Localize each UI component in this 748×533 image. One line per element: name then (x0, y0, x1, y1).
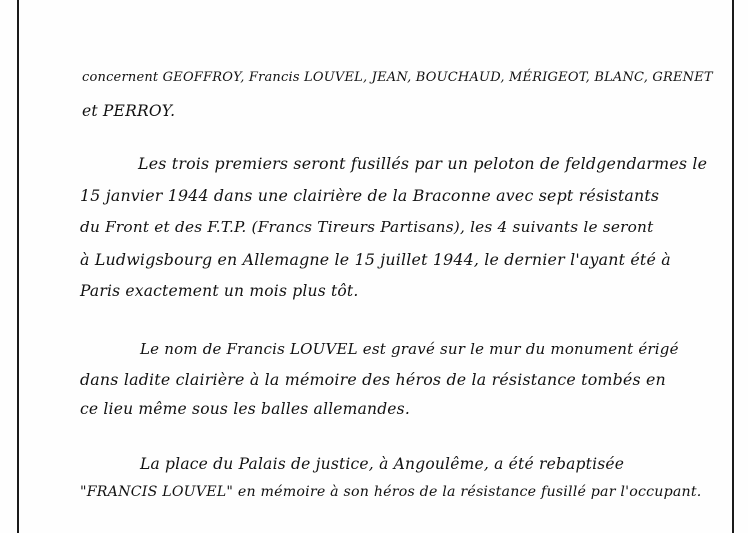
paragraph-executions-line-4: à Ludwigsbourg en Allemagne le 15 juillet 1944, le dernier l'ayant été à (80, 250, 671, 269)
paragraph-executions-line-1: Les trois premiers seront fusillés par un peloton de feldgendarmes le (138, 154, 708, 173)
page-border-right (732, 0, 734, 533)
paragraph-executions-line-2: 15 janvier 1944 dans une clairière de la Braconne avec sept résistants (80, 186, 660, 205)
paragraph-executions-line-5: Paris exactement un mois plus tôt. (80, 282, 359, 300)
paragraph-place-line-2: "FRANCIS LOUVEL" en mémoire à son héros de la résistance fusillé par l'occupant. (80, 484, 702, 500)
paragraph-monument-line-2: dans ladite clairière à la mémoire des héros de la résistance tombés en (80, 370, 666, 389)
paragraph-intro-line-1: concernent GEOFFROY, Francis LOUVEL, JEAN, BOUCHAUD, MÉRIGEOT, BLANC, GRENET (82, 70, 713, 85)
paragraph-place-line-1: La place du Palais de justice, à Angoulême, a été rebaptisée (140, 455, 625, 473)
page-border-left (17, 0, 19, 533)
paragraph-intro-line-2: et PERROY. (82, 102, 176, 120)
paragraph-executions-line-3: du Front et des F.T.P. (Francs Tireurs Partisans), les 4 suivants le seront (80, 218, 654, 236)
paragraph-monument-line-1: Le nom de Francis LOUVEL est gravé sur le mur du monument érigé (140, 340, 679, 358)
paragraph-monument-line-3: ce lieu même sous les balles allemandes. (80, 400, 410, 418)
